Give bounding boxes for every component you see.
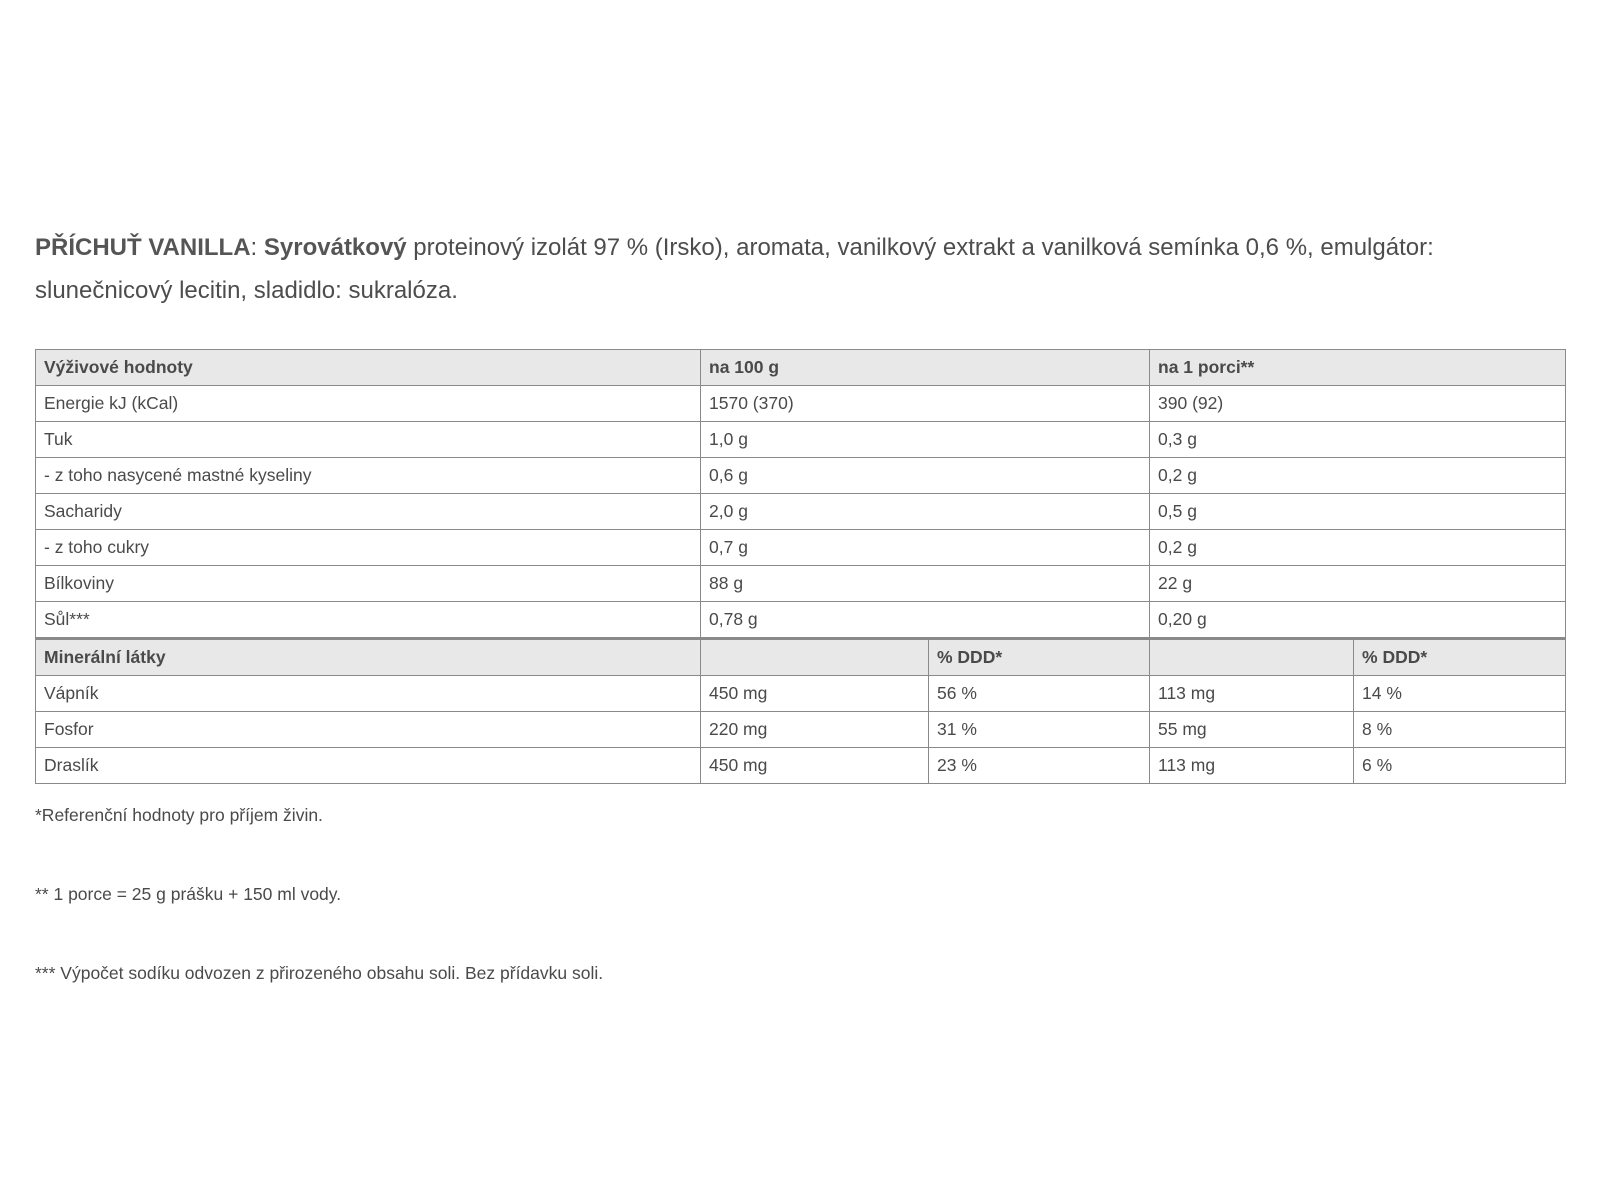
mineral-per-portion: 113 mg	[1150, 676, 1354, 712]
mineral-label: Draslík	[36, 748, 701, 784]
mineral-ddd-100g: 56 %	[929, 676, 1150, 712]
row-label: - z toho nasycené mastné kyseliny	[36, 458, 701, 494]
footnote-portion: ** 1 porce = 25 g prášku + 150 ml vody.	[35, 884, 342, 904]
row-per-100g: 1570 (370)	[701, 386, 1150, 422]
row-per-100g: 0,7 g	[701, 530, 1150, 566]
row-label: Bílkoviny	[36, 566, 701, 602]
table-row	[36, 712, 1566, 748]
row-label: Sůl***	[36, 602, 701, 639]
minerals-header-ddd-100g: % DDD*	[929, 639, 1150, 676]
row-per-portion: 390 (92)	[1150, 386, 1566, 422]
footnote-reference: *Referenční hodnoty pro příjem živin.	[35, 805, 323, 825]
row-per-portion: 0,5 g	[1150, 494, 1566, 530]
flavor-label: PŘÍCHUŤ VANILLA	[35, 234, 251, 261]
row-label: Sacharidy	[36, 494, 701, 530]
mineral-per-100g: 220 mg	[701, 712, 929, 748]
row-per-portion: 22 g	[1150, 566, 1566, 602]
nutrition-header-label: Výživové hodnoty	[36, 350, 701, 386]
nutrition-header-per-portion: na 1 porci**	[1150, 350, 1566, 386]
mineral-per-portion: 55 mg	[1150, 712, 1354, 748]
table-row	[36, 530, 1566, 566]
table-row	[36, 748, 1566, 784]
mineral-ddd-portion: 14 %	[1354, 676, 1566, 712]
minerals-header-row	[36, 639, 1566, 676]
mineral-label: Vápník	[36, 676, 701, 712]
mineral-per-100g: 450 mg	[701, 676, 929, 712]
mineral-per-portion: 113 mg	[1150, 748, 1354, 784]
row-per-portion: 0,20 g	[1150, 602, 1566, 639]
table-row	[36, 602, 1566, 639]
table-row	[36, 422, 1566, 458]
row-per-portion: 0,2 g	[1150, 530, 1566, 566]
table-row	[36, 386, 1566, 422]
nutrition-header-per-100g: na 100 g	[701, 350, 1150, 386]
row-per-100g: 0,6 g	[701, 458, 1150, 494]
mineral-label: Fosfor	[36, 712, 701, 748]
minerals-header-empty-portion	[1150, 639, 1354, 676]
table-row	[36, 676, 1566, 712]
row-per-portion: 0,2 g	[1150, 458, 1566, 494]
mineral-per-100g: 450 mg	[701, 748, 929, 784]
table-row	[36, 494, 1566, 530]
row-per-100g: 0,78 g	[701, 602, 1150, 639]
minerals-header-ddd-portion: % DDD*	[1354, 639, 1566, 676]
row-per-portion: 0,3 g	[1150, 422, 1566, 458]
mineral-ddd-portion: 8 %	[1354, 712, 1566, 748]
ingredients-text	[35, 226, 1475, 312]
ingredients-first-word: Syrovátkový	[263, 234, 407, 261]
row-per-100g: 1,0 g	[701, 422, 1150, 458]
footnote-sodium: *** Výpočet sodíku odvozen z přirozeného obsahu soli. Bez přídavku soli.	[35, 963, 604, 983]
mineral-ddd-portion: 6 %	[1354, 748, 1566, 784]
row-per-100g: 2,0 g	[701, 494, 1150, 530]
mineral-ddd-100g: 23 %	[929, 748, 1150, 784]
flavor-separator: :	[250, 234, 264, 261]
nutrition-header-row	[36, 350, 1566, 386]
minerals-header-empty-100g	[701, 639, 929, 676]
minerals-header-label: Minerální látky	[36, 639, 701, 676]
table-row	[36, 566, 1566, 602]
row-per-100g: 88 g	[701, 566, 1150, 602]
mineral-ddd-100g: 31 %	[929, 712, 1150, 748]
row-label: Energie kJ (kCal)	[36, 386, 701, 422]
row-label: - z toho cukry	[36, 530, 701, 566]
row-label: Tuk	[36, 422, 701, 458]
table-row	[36, 458, 1566, 494]
ingredients-rest: proteinový izolát 97 % (Irsko), aromata, vanilkový extrakt a vanilková semínka 0,6 %, emulgátor: slunečnicový lecitin, sladidlo: sukralóza.	[35, 234, 1434, 304]
nutrition-table	[35, 349, 1566, 784]
